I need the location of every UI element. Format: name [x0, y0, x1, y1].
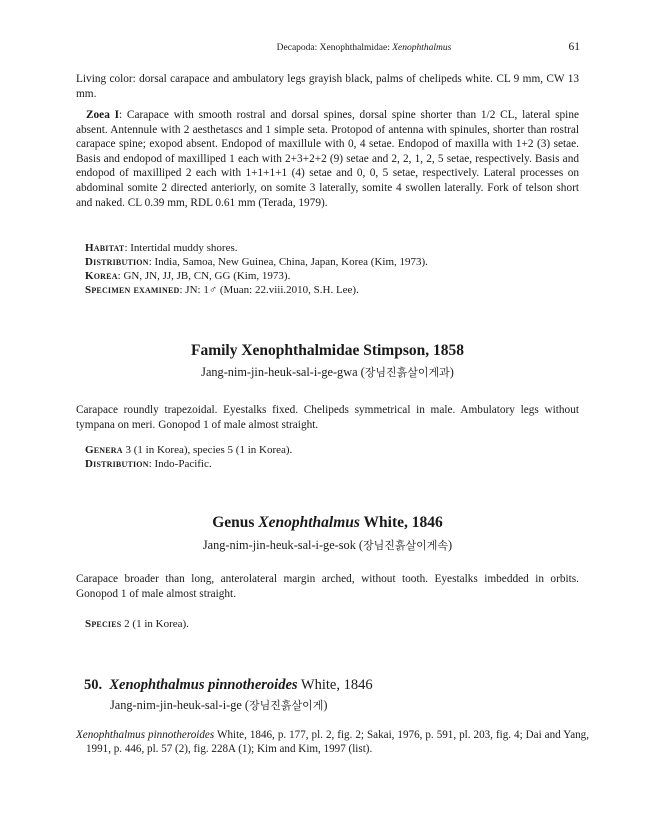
genus-description: Carapace broader than long, anterolateral margin arched, without tooth. Eyestalks imbedded in orbits. Gonopod 1 of male almost straight.	[76, 573, 579, 600]
species-author: White, 1846	[297, 677, 373, 693]
distribution-label: Distribution	[85, 256, 149, 268]
genus-romanized: Jang-nim-jin-heuk-sal-i-ge-sok (	[202, 538, 364, 552]
species-number: 50.	[84, 677, 103, 693]
distribution-text: : India, Samoa, New Guinea, China, Japan, Korea (Kim, 1973).	[148, 256, 428, 268]
genus-korean: 장님진흙살이게속	[363, 539, 449, 552]
species-name: Xenophthalmus pinnotheroides	[109, 677, 298, 693]
page-number: 61	[568, 41, 580, 53]
genus-title: Genus Xenophthalmus White, 1846	[212, 514, 443, 531]
distribution-line	[85, 256, 585, 270]
living-color-paragraph: Living color: dorsal carapace and ambulatory legs grayish black, palms of chelipeds white. CL 9 mm, CW 13 mm.	[76, 73, 579, 100]
header-title-prefix: Decapoda: Xenophthalmidae:	[276, 43, 393, 53]
species-title	[84, 677, 373, 694]
family-distribution-text: : Indo-Pacific.	[148, 458, 212, 470]
synonymy-name: Xenophthalmus pinnotheroides	[76, 729, 215, 741]
genera-line	[85, 444, 585, 458]
family-description: Carapace roundly trapezoidal. Eyestalks fixed. Chelipeds symmetrical in male. Ambulatory legs without tympana on meri. Gonopod 1 of male almost straight.	[76, 404, 579, 431]
species-count-line	[85, 618, 585, 632]
zoea-paragraph	[76, 108, 579, 210]
family-korean-name: Jang-nim-jin-heuk-sal-i-ge-gwa (장님진흙살이게과)	[201, 365, 454, 379]
synonymy-text: White, 1846, p. 177, pl. 2, fig. 2; Sakai, 1976, p. 591, pl. 203, fig. 4; Dai and Yang, 1991, p. 446, pl. 57 (2), fig. 228A (1); Kim and Kim, 1997 (list).	[86, 729, 589, 756]
habitat-text: : Intertidal muddy shores.	[124, 242, 238, 254]
genus-name: Xenophthalmus	[258, 514, 360, 531]
korea-line	[85, 270, 585, 284]
synonymy-paragraph	[76, 728, 589, 757]
genus-korean-name: Jang-nim-jin-heuk-sal-i-ge-sok (장님진흙살이게속)	[202, 538, 453, 552]
running-header	[214, 43, 514, 53]
habitat-line	[85, 242, 585, 256]
specimen-label: Specimen examined	[85, 284, 180, 296]
header-title-genus: Xenophthalmus	[392, 43, 452, 53]
species-count-text: 2 (1 in Korea).	[121, 618, 189, 630]
habitat-label: Habitat	[85, 242, 125, 254]
family-distribution-label: Distribution	[85, 458, 149, 470]
species-korean-name: Jang-nim-jin-heuk-sal-i-ge (장님진흙살이게)	[110, 698, 328, 712]
species-korean: 장님진흙살이게	[248, 699, 324, 712]
species-count-label: Species	[85, 618, 122, 630]
korea-text: : GN, JN, JJ, JB, CN, GG (Kim, 1973).	[117, 270, 291, 282]
zoea-text: : Carapace with smooth rostral and dorsal spines, dorsal spine shorter than 1/2 CL, lateral spine absent. Antennule with 2 aesthetascs and 1 simple seta. Protopod of antenna with spinules, shorter than rostral carapace spine; exopod absent. Endopod of maxillule with 0, 4 setae. Endopod of maxilla with 1+2 (3) setae. Basis and endopod of maxilliped 1 each with 2+3+2+2 (9) setae and 2, 2, 1, 2, 5 setae, respectively. Basis and endopod of maxilliped 2 each with 1+1+1+1 (4) setae and 0, 0, 5 setae, respectively. Lateral processes on abdominal somite 2 directed anteriorly, on somite 3 laterally, somite 4 swollen laterally. Fork of telson short and naked. CL 0.39 mm, RDL 0.61 mm (Terada, 1979).	[76, 109, 579, 209]
family-distribution-line	[85, 458, 585, 472]
zoea-label: Zoea I	[86, 109, 120, 121]
species-romanized: Jang-nim-jin-heuk-sal-i-ge (	[110, 698, 249, 712]
korea-label: Korea	[85, 270, 118, 282]
family-title: Family Xenophthalmidae Stimpson, 1858	[190, 342, 464, 359]
family-korean: 장님진흙살이게과	[364, 366, 450, 379]
specimen-text: : JN: 1♂ (Muan: 22.viii.2010, S.H. Lee).	[179, 284, 359, 296]
genera-text: 3 (1 in Korea), species 5 (1 in Korea).	[122, 444, 293, 456]
genera-label: Genera	[85, 444, 123, 456]
specimen-line	[85, 284, 585, 298]
family-romanized: Jang-nim-jin-heuk-sal-i-ge-gwa (	[201, 365, 365, 379]
